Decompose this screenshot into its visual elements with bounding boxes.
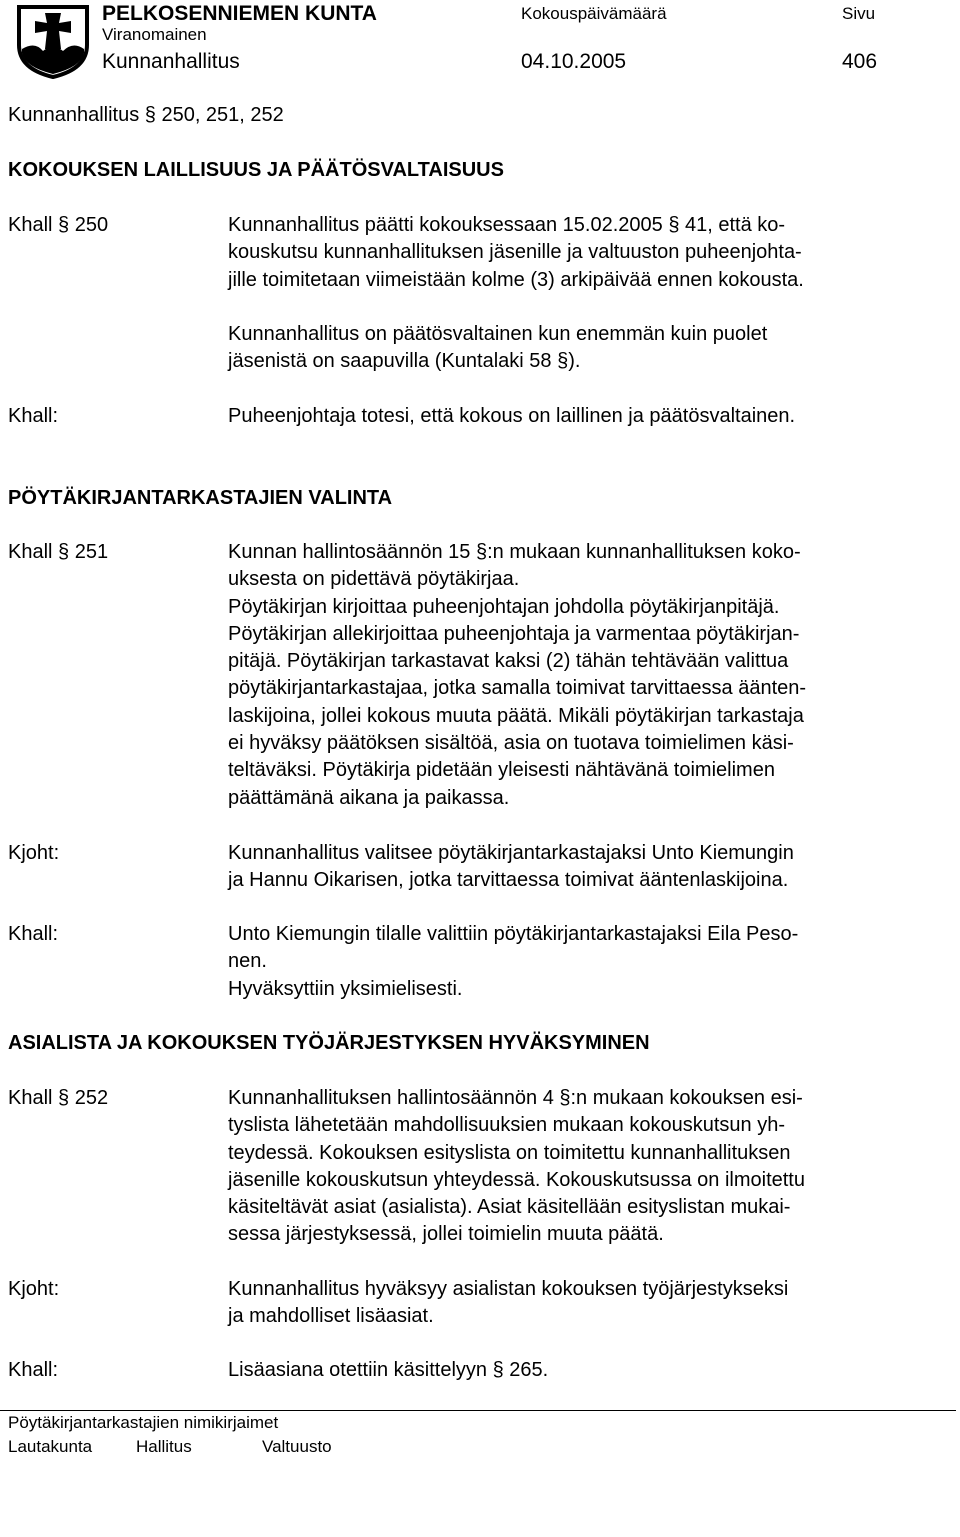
text-line: päättämänä aikana ja paikassa. xyxy=(228,786,510,809)
section-title: PÖYTÄKIRJANTARKASTAJIEN VALINTA xyxy=(8,487,393,509)
text-line: kouskutsu kunnanhallituksen jäsenille ja valtuuston puheenjohta- xyxy=(228,241,802,264)
text-line: Kunnanhallitus hyväksyy asialistan kokouksen työjärjestykseksi xyxy=(228,1278,789,1300)
text-line: uksesta on pidettävä pöytäkirjaa. xyxy=(228,568,520,591)
text-line: käsiteltävät asiat (asialista). Asiat käsitellään esityslistan mukai- xyxy=(228,1196,791,1219)
text-line: Kunnanhallituksen hallintosäännön 4 §:n mukaan kokouksen esi- xyxy=(228,1087,803,1109)
text-line: Lisäasiana otettiin käsittelyyn § 265. xyxy=(228,1359,549,1381)
text-line: Unto Kiemungin tilalle valittiin pöytäkirjantarkastajaksi Eila Peso- xyxy=(228,923,799,945)
text-line: Pöytäkirjan kirjoittaa puheenjohtajan johdolla pöytäkirjanpitäjä. xyxy=(228,595,780,618)
text-line: sessa järjestyksessä, jollei toimielin muuta päätä. xyxy=(228,1223,664,1246)
entry-text xyxy=(228,1085,805,1249)
text-line: pöytäkirjantarkastajaa, jotka samalla toimivat tarvittaessa äänten- xyxy=(228,677,807,700)
text-line: ei hyväksy päätöksen sisältöä, asia on tuotava toimielimen käsi- xyxy=(228,732,794,755)
authority-label: Viranomainen xyxy=(102,25,207,44)
section-title: KOKOUKSEN LAILLISUUS JA PÄÄTÖSVALTAISUUS xyxy=(8,159,504,181)
entry-label: Kjoht: xyxy=(8,842,60,864)
text-line: Puheenjohtaja totesi, että kokous on laillinen ja päätösvaltainen. xyxy=(228,405,796,427)
entry-text xyxy=(228,840,794,895)
authority-body: Kunnanhallitus xyxy=(102,50,240,73)
text-line: laskijoina, jollei kokous muuta päätä. Mikäli pöytäkirjan tarkastaja xyxy=(228,704,804,727)
entry-label: Khall § 251 xyxy=(8,541,109,563)
text-line: ja mahdolliset lisäasiat. xyxy=(228,1305,434,1328)
municipal-coat-of-arms-icon xyxy=(15,3,91,79)
entry-label: Khall: xyxy=(8,1359,59,1381)
page-number: 406 xyxy=(842,50,878,73)
text-line: pitäjä. Pöytäkirjan tarkastavat kaksi (2) tähän tehtävään valittua xyxy=(228,650,789,673)
text-line: Hyväksyttiin yksimielisesti. xyxy=(228,977,463,1000)
footer-col-lautakunta: Lautakunta xyxy=(8,1437,93,1456)
entry-text xyxy=(228,921,798,1003)
text-line: teltäväksi. Pöytäkirja pidetään yleisesti nähtävänä toimielimen xyxy=(228,759,775,782)
text-line: Kunnan hallintosäännön 15 §:n mukaan kunnanhallituksen koko- xyxy=(228,541,801,563)
footer-title: Pöytäkirjantarkastajien nimikirjaimet xyxy=(8,1413,279,1432)
text-line: tyslista lähetetään mahdollisuuksien mukaan kokouskutsun yh- xyxy=(228,1114,785,1137)
text-line: jäsenistä on saapuvilla (Kuntalaki 58 §). xyxy=(228,350,581,373)
text-line: ja Hannu Oikarisen, jotka tarvittaessa toimivat ääntenlaskijoina. xyxy=(228,869,789,892)
footer-col-valtuusto: Valtuusto xyxy=(262,1437,332,1456)
entry-label: Khall: xyxy=(8,923,59,945)
text-line: jille toimitetaan viimeistään kolme (3) arkipäivää ennen kokousta. xyxy=(228,268,804,291)
entry-text xyxy=(228,403,795,430)
entry-label: Kjoht: xyxy=(8,1278,60,1300)
section-references: Kunnanhallitus § 250, 251, 252 xyxy=(8,104,284,126)
text-line: nen. xyxy=(228,950,267,973)
entry-label: Khall: xyxy=(8,405,59,427)
date-label: Kokouspäivämäärä xyxy=(521,4,667,23)
footer-col-hallitus: Hallitus xyxy=(136,1437,192,1456)
meeting-date: 04.10.2005 xyxy=(521,50,627,73)
text-line: Kunnanhallitus päätti kokouksessaan 15.02.2005 § 41, että ko- xyxy=(228,214,786,236)
entry-label: Khall § 252 xyxy=(8,1087,109,1109)
entry-label: Khall § 250 xyxy=(8,214,109,236)
entry-text xyxy=(228,212,804,294)
text-line: Kunnanhallitus on päätösvaltainen kun enemmän kuin puolet xyxy=(228,323,768,345)
entry-text xyxy=(228,1276,788,1331)
text-line: Kunnanhallitus valitsee pöytäkirjantarkastajaksi Unto Kiemungin xyxy=(228,842,794,864)
text-line: teydessä. Kokouksen esityslista on toimitettu kunnanhallituksen xyxy=(228,1141,791,1164)
entry-text xyxy=(228,539,806,812)
section-title: ASIALISTA JA KOKOUKSEN TYÖJÄRJESTYKSEN HYVÄKSYMINEN xyxy=(8,1032,650,1054)
page-label: Sivu xyxy=(842,4,876,23)
org-name: PELKOSENNIEMEN KUNTA xyxy=(102,2,377,25)
text-line: Pöytäkirjan allekirjoittaa puheenjohtaja ja varmentaa pöytäkirjan- xyxy=(228,622,800,645)
entry-text xyxy=(228,321,767,376)
entry-text xyxy=(228,1357,548,1384)
footer-divider xyxy=(0,1410,956,1411)
text-line: jäsenille kokouskutsun yhteydessä. Kokouskutsussa on ilmoitettu xyxy=(228,1168,805,1191)
